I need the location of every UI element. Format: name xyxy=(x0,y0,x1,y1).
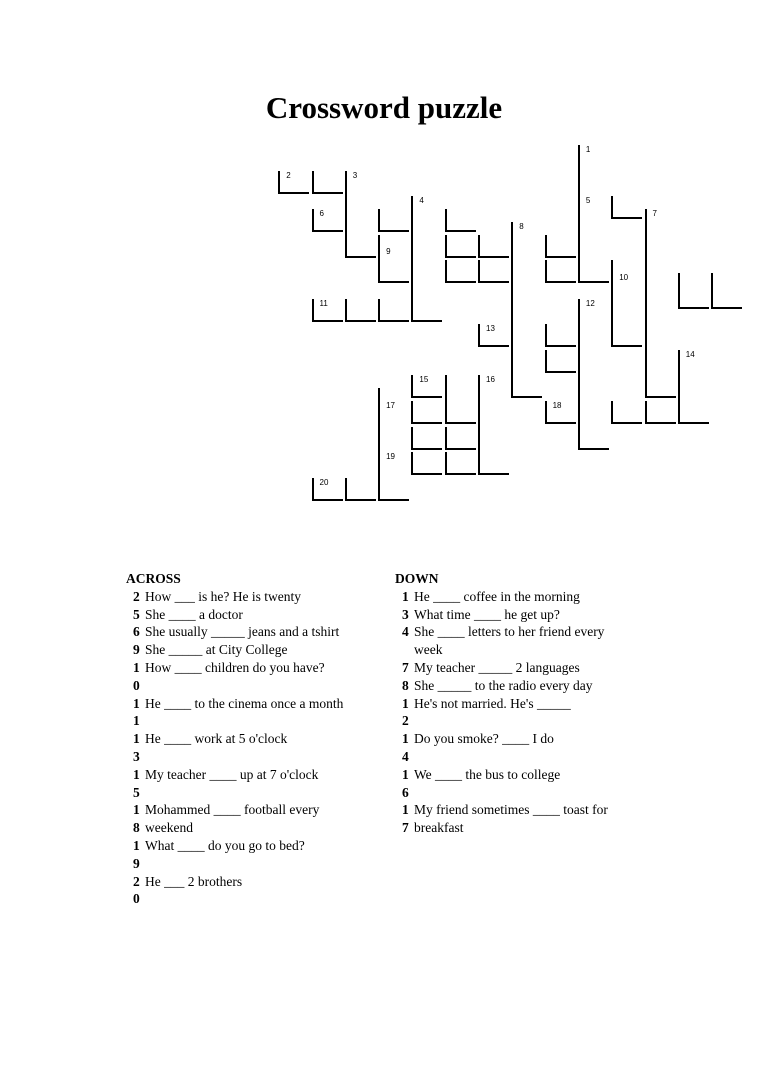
grid-cell[interactable] xyxy=(312,299,343,322)
down-clues xyxy=(395,570,608,837)
across-clue-line xyxy=(126,784,343,802)
grid-cell[interactable] xyxy=(345,299,376,322)
cell-number: 12 xyxy=(585,298,595,308)
down-clue-line xyxy=(395,730,608,748)
clue-number: 8 xyxy=(402,677,409,693)
clue-number: 1 xyxy=(402,695,409,711)
across-clue-line xyxy=(126,748,343,766)
down-clue-line xyxy=(395,695,608,713)
clue-text: Mohammed ____ football every xyxy=(145,802,320,818)
down-clue-line xyxy=(395,748,608,766)
grid-cell[interactable] xyxy=(445,235,476,258)
down-clue-line xyxy=(395,659,608,677)
across-clue-line xyxy=(126,641,343,659)
cell-number: 14 xyxy=(685,349,695,359)
clue-number: 1 xyxy=(133,837,140,853)
clue-number: 0 xyxy=(133,677,140,693)
grid-cell[interactable] xyxy=(645,375,676,398)
cell-number: 8 xyxy=(519,221,524,231)
clue-number: 1 xyxy=(133,802,140,818)
across-clues xyxy=(126,570,343,908)
grid-cell[interactable] xyxy=(478,324,509,347)
across-clue-line xyxy=(126,695,343,713)
across-clue-line xyxy=(126,712,343,730)
grid-cell[interactable] xyxy=(445,427,476,450)
cell-number: 13 xyxy=(486,324,495,334)
clue-number: 1 xyxy=(133,695,140,711)
grid-cell[interactable] xyxy=(378,260,409,283)
clue-text: He ____ work at 5 o'clock xyxy=(145,731,288,747)
clue-number: 9 xyxy=(133,855,140,871)
clue-text: My teacher ____ up at 7 o'clock xyxy=(145,766,319,782)
grid-cell[interactable] xyxy=(445,452,476,475)
grid-cell[interactable] xyxy=(478,260,509,283)
down-clue-line xyxy=(395,784,608,802)
grid-cell[interactable] xyxy=(678,286,709,309)
clue-text: weekend xyxy=(145,820,193,836)
clue-number: 1 xyxy=(133,713,140,729)
clue-text: We ____ the bus to college xyxy=(414,766,561,782)
grid-cell[interactable] xyxy=(678,401,709,424)
cell-number: 6 xyxy=(319,209,324,218)
clue-number: 1 xyxy=(133,766,140,782)
cell-number: 1 xyxy=(585,145,591,154)
clue-text: He ____ to the cinema once a month xyxy=(145,695,344,711)
clue-text: He ____ coffee in the morning xyxy=(414,588,580,604)
cell-number: 3 xyxy=(352,170,358,180)
down-clue-line xyxy=(395,606,608,624)
cell-number: 7 xyxy=(652,209,657,218)
across-clue-line xyxy=(126,819,343,837)
clue-number: 9 xyxy=(133,642,140,658)
grid-cell[interactable] xyxy=(445,260,476,283)
clue-number: 6 xyxy=(133,624,140,640)
clue-text: He's not married. He's _____ xyxy=(414,695,571,711)
clue-number: 2 xyxy=(402,713,409,729)
grid-cell[interactable] xyxy=(611,196,642,219)
across-clue-line xyxy=(126,766,343,784)
clue-text: She ____ letters to her friend every xyxy=(414,624,605,640)
grid-cell[interactable] xyxy=(545,260,576,283)
grid-cell[interactable] xyxy=(578,260,609,283)
cell-number: 15 xyxy=(419,375,429,385)
grid-cell[interactable] xyxy=(545,235,576,258)
across-clue-line xyxy=(126,677,343,695)
down-heading: DOWN xyxy=(395,571,439,586)
down-clue-line xyxy=(395,801,608,819)
down-clue-line xyxy=(395,641,608,659)
cell-number: 18 xyxy=(552,401,562,410)
across-clue-line xyxy=(126,659,343,677)
grid-cell[interactable] xyxy=(645,401,676,424)
clue-number: 1 xyxy=(402,802,409,818)
clue-text: How ___ is he? He is twenty xyxy=(145,588,301,604)
clue-number: 1 xyxy=(133,659,140,675)
grid-cell[interactable] xyxy=(312,478,343,501)
down-clue-line xyxy=(395,677,608,695)
grid-cell[interactable] xyxy=(411,427,442,450)
down-clue-line xyxy=(395,623,608,641)
grid-cell[interactable] xyxy=(378,478,409,501)
clue-number: 7 xyxy=(402,820,409,836)
across-clue-line xyxy=(126,606,343,624)
clue-number: 5 xyxy=(133,606,140,622)
cell-number: 11 xyxy=(319,298,328,308)
clue-number: 4 xyxy=(402,748,409,764)
clue-text: Do you smoke? ____ I do xyxy=(414,731,554,747)
down-clue-line xyxy=(395,588,608,606)
grid-cell[interactable] xyxy=(411,375,442,398)
clue-text: He ___ 2 brothers xyxy=(145,873,243,889)
clue-text: She ____ a doctor xyxy=(145,606,243,622)
cell-number: 5 xyxy=(585,196,591,206)
grid-cell[interactable] xyxy=(511,375,542,398)
clue-number: 0 xyxy=(133,891,140,907)
clue-text: My friend sometimes ____ toast for xyxy=(414,802,608,818)
clue-text: breakfast xyxy=(414,820,464,836)
clue-text: She usually _____ jeans and a tshirt xyxy=(145,624,340,640)
grid-cell[interactable] xyxy=(312,171,343,194)
cell-number: 10 xyxy=(619,273,629,282)
across-clue-line xyxy=(126,837,343,855)
page-title: Crossword puzzle xyxy=(265,90,503,125)
across-clue-line xyxy=(126,588,343,606)
cell-number: 19 xyxy=(386,452,395,462)
clue-text: She _____ at City College xyxy=(145,642,288,658)
grid-cell[interactable] xyxy=(711,286,742,309)
grid-cell[interactable] xyxy=(445,209,476,232)
across-clue-line xyxy=(126,890,343,908)
cell-number: 16 xyxy=(486,375,495,385)
across-clue-line xyxy=(126,623,343,641)
clue-number: 1 xyxy=(402,766,409,782)
across-clue-line xyxy=(126,801,343,819)
across-clue-line xyxy=(126,855,343,873)
cell-number: 9 xyxy=(386,247,391,257)
clue-number: 4 xyxy=(402,624,409,640)
grid-cell[interactable] xyxy=(312,209,343,232)
clue-number: 6 xyxy=(402,784,409,800)
grid-cell[interactable] xyxy=(378,299,409,322)
grid-cell[interactable] xyxy=(578,427,609,450)
grid-cell[interactable] xyxy=(545,324,576,347)
grid-cell[interactable] xyxy=(278,171,309,194)
grid-cell[interactable] xyxy=(478,452,509,475)
clue-text: She _____ to the radio every day xyxy=(414,677,593,693)
clue-text: What time ____ he get up? xyxy=(414,606,560,622)
clue-text: What ____ do you go to bed? xyxy=(145,837,305,853)
clue-text: week xyxy=(414,642,443,658)
across-clue-line xyxy=(126,730,343,748)
cell-number: 2 xyxy=(286,170,291,180)
grid-cell[interactable] xyxy=(411,299,442,322)
down-clue-line xyxy=(395,819,608,837)
clue-number: 1 xyxy=(402,731,409,747)
down-clue-line xyxy=(395,766,608,784)
grid-cell[interactable] xyxy=(545,350,576,373)
grid-cell[interactable] xyxy=(611,324,642,347)
across-clue-line xyxy=(126,873,343,891)
grid-cell[interactable] xyxy=(345,235,376,258)
clue-number: 1 xyxy=(402,588,409,604)
grid-cell[interactable] xyxy=(411,401,442,424)
grid-cell[interactable] xyxy=(478,235,509,258)
cell-number: 17 xyxy=(386,401,395,410)
grid-cell[interactable] xyxy=(611,401,642,424)
grid-cell[interactable] xyxy=(545,401,576,424)
clue-number: 3 xyxy=(133,748,140,764)
clue-text: My teacher _____ 2 languages xyxy=(414,659,580,675)
cell-number: 4 xyxy=(419,196,424,206)
clue-number: 5 xyxy=(133,784,140,800)
down-clue-line xyxy=(395,712,608,730)
clue-number: 8 xyxy=(133,820,140,836)
clue-number: 1 xyxy=(133,731,140,747)
clue-number: 3 xyxy=(402,606,409,622)
grid-cell[interactable] xyxy=(378,209,409,232)
grid-cell[interactable] xyxy=(411,452,442,475)
grid-cell[interactable] xyxy=(345,478,376,501)
clue-number: 2 xyxy=(133,873,140,889)
clue-number: 7 xyxy=(402,659,409,675)
clue-number: 2 xyxy=(133,588,140,604)
cell-number: 20 xyxy=(319,477,329,487)
across-heading: ACROSS xyxy=(126,571,181,586)
clue-text: How ____ children do you have? xyxy=(145,659,325,675)
grid-cell[interactable] xyxy=(445,401,476,424)
